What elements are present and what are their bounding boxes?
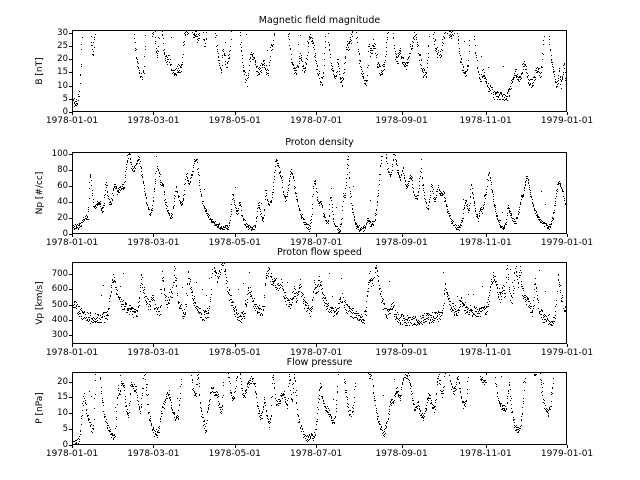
plot-area (72, 30, 567, 112)
x-tick-label: 1978-09-01 (375, 449, 428, 459)
scatter-points (73, 153, 566, 233)
x-tick-mark (316, 112, 317, 115)
y-tick-label: 80 (57, 165, 68, 176)
y-tick-mark (69, 413, 72, 414)
y-tick-label: 600 (51, 284, 68, 295)
scatter-points (73, 373, 566, 444)
y-axis-label: Np [#/cc] (35, 171, 45, 215)
x-tick-label: 1978-05-01 (208, 116, 261, 126)
panel-magnetic-field-magnitude (35, 15, 594, 126)
y-tick-label: 100 (51, 149, 68, 160)
y-tick-label: 500 (51, 299, 68, 310)
x-tick-label: 1978-07-01 (289, 116, 343, 126)
y-tick-mark (69, 202, 72, 203)
x-tick-label: 1978-09-01 (375, 348, 428, 358)
x-tick-label: 1978-09-01 (375, 238, 428, 248)
y-tick-label: 300 (51, 329, 68, 340)
x-tick-label: 1978-03-01 (127, 238, 180, 248)
x-tick-mark (72, 234, 73, 237)
x-tick-mark (486, 445, 487, 448)
panel-proton-flow-speed (35, 247, 594, 358)
x-tick-mark (153, 344, 154, 347)
x-tick-label: 1978-11-01 (459, 348, 512, 358)
x-tick-mark (235, 112, 236, 115)
x-tick-label: 1978-01-01 (45, 116, 99, 126)
y-axis-label: P [nPa] (35, 392, 45, 424)
y-tick-mark (69, 154, 72, 155)
x-tick-label: 1978-05-01 (208, 238, 261, 248)
panel-title: Proton density (285, 137, 354, 148)
y-tick-label: 20 (57, 213, 68, 224)
y-tick-label: 0 (62, 229, 68, 239)
x-tick-label: 1978-01-01 (45, 348, 99, 358)
x-tick-label: 1979-01-01 (540, 116, 594, 126)
x-tick-mark (486, 234, 487, 237)
y-tick-mark (69, 170, 72, 171)
y-axis-label: Vp [km/s] (35, 281, 45, 325)
y-tick-label: 60 (57, 181, 68, 192)
panel-title: Magnetic field magnitude (258, 15, 381, 26)
x-tick-mark (316, 445, 317, 448)
x-tick-mark (72, 112, 73, 115)
y-tick-label: 15 (57, 392, 68, 403)
x-tick-mark (486, 344, 487, 347)
panel-flow-pressure (35, 357, 594, 459)
x-tick-label: 1979-01-01 (540, 348, 594, 358)
y-tick-mark (69, 218, 72, 219)
y-tick-label: 15 (57, 67, 68, 78)
y-tick-mark (69, 397, 72, 398)
x-tick-mark (567, 234, 568, 237)
plot-area (72, 372, 567, 445)
x-tick-label: 1978-03-01 (127, 449, 180, 459)
y-tick-mark (69, 72, 72, 73)
y-tick-mark (69, 289, 72, 290)
x-tick-label: 1978-05-01 (208, 348, 261, 358)
y-tick-label: 5 (62, 93, 68, 104)
x-tick-label: 1978-03-01 (127, 348, 180, 358)
x-tick-label: 1978-11-01 (459, 449, 512, 459)
y-tick-label: 30 (57, 27, 68, 38)
y-tick-mark (69, 46, 72, 47)
y-tick-mark (69, 59, 72, 60)
y-tick-mark (69, 429, 72, 430)
x-tick-mark (402, 344, 403, 347)
x-tick-mark (72, 445, 73, 448)
panel-title: Flow pressure (286, 357, 353, 368)
y-tick-label: 400 (51, 314, 68, 325)
x-tick-mark (402, 112, 403, 115)
x-tick-mark (402, 445, 403, 448)
x-tick-mark (316, 234, 317, 237)
x-tick-label: 1978-01-01 (45, 449, 99, 459)
x-tick-mark (567, 112, 568, 115)
x-tick-mark (316, 344, 317, 347)
plot-area (72, 262, 567, 344)
x-tick-mark (567, 344, 568, 347)
x-tick-mark (235, 234, 236, 237)
y-tick-mark (69, 274, 72, 275)
plot-area (72, 152, 567, 234)
y-tick-mark (69, 186, 72, 187)
x-tick-label: 1979-01-01 (540, 238, 594, 248)
y-tick-label: 700 (51, 269, 68, 280)
y-tick-mark (69, 305, 72, 306)
panel-proton-density (35, 137, 594, 248)
y-tick-mark (69, 335, 72, 336)
y-tick-mark (69, 86, 72, 87)
y-tick-label: 20 (57, 54, 68, 65)
x-tick-mark (567, 445, 568, 448)
y-axis-label: B [nT] (35, 57, 45, 85)
y-tick-label: 20 (57, 376, 68, 387)
y-tick-mark (69, 33, 72, 34)
x-tick-mark (153, 445, 154, 448)
y-tick-mark (69, 382, 72, 383)
y-tick-label: 40 (57, 197, 68, 208)
y-tick-label: 10 (57, 80, 68, 91)
panel-title: Proton flow speed (277, 247, 362, 258)
x-tick-label: 1978-07-01 (289, 449, 343, 459)
x-tick-label: 1979-01-01 (540, 449, 594, 459)
y-tick-mark (69, 99, 72, 100)
scatter-points (73, 263, 566, 343)
x-tick-label: 1978-01-01 (45, 238, 99, 248)
x-tick-mark (235, 344, 236, 347)
x-tick-label: 1978-05-01 (208, 449, 261, 459)
x-tick-label: 1978-11-01 (459, 238, 512, 248)
x-tick-mark (486, 112, 487, 115)
y-tick-label: 5 (62, 424, 68, 435)
x-tick-label: 1978-07-01 (289, 348, 343, 358)
x-tick-label: 1978-03-01 (127, 116, 180, 126)
y-tick-label: 0 (62, 107, 68, 117)
y-tick-label: 10 (57, 408, 68, 419)
x-tick-mark (402, 234, 403, 237)
y-tick-mark (69, 320, 72, 321)
x-tick-mark (153, 112, 154, 115)
x-tick-mark (72, 344, 73, 347)
scatter-points (73, 31, 566, 111)
x-tick-label: 1978-07-01 (289, 238, 343, 248)
x-tick-label: 1978-09-01 (375, 116, 428, 126)
x-tick-mark (153, 234, 154, 237)
y-tick-label: 0 (62, 440, 68, 450)
y-tick-label: 25 (57, 40, 68, 51)
x-tick-label: 1978-11-01 (459, 116, 512, 126)
x-tick-mark (235, 445, 236, 448)
